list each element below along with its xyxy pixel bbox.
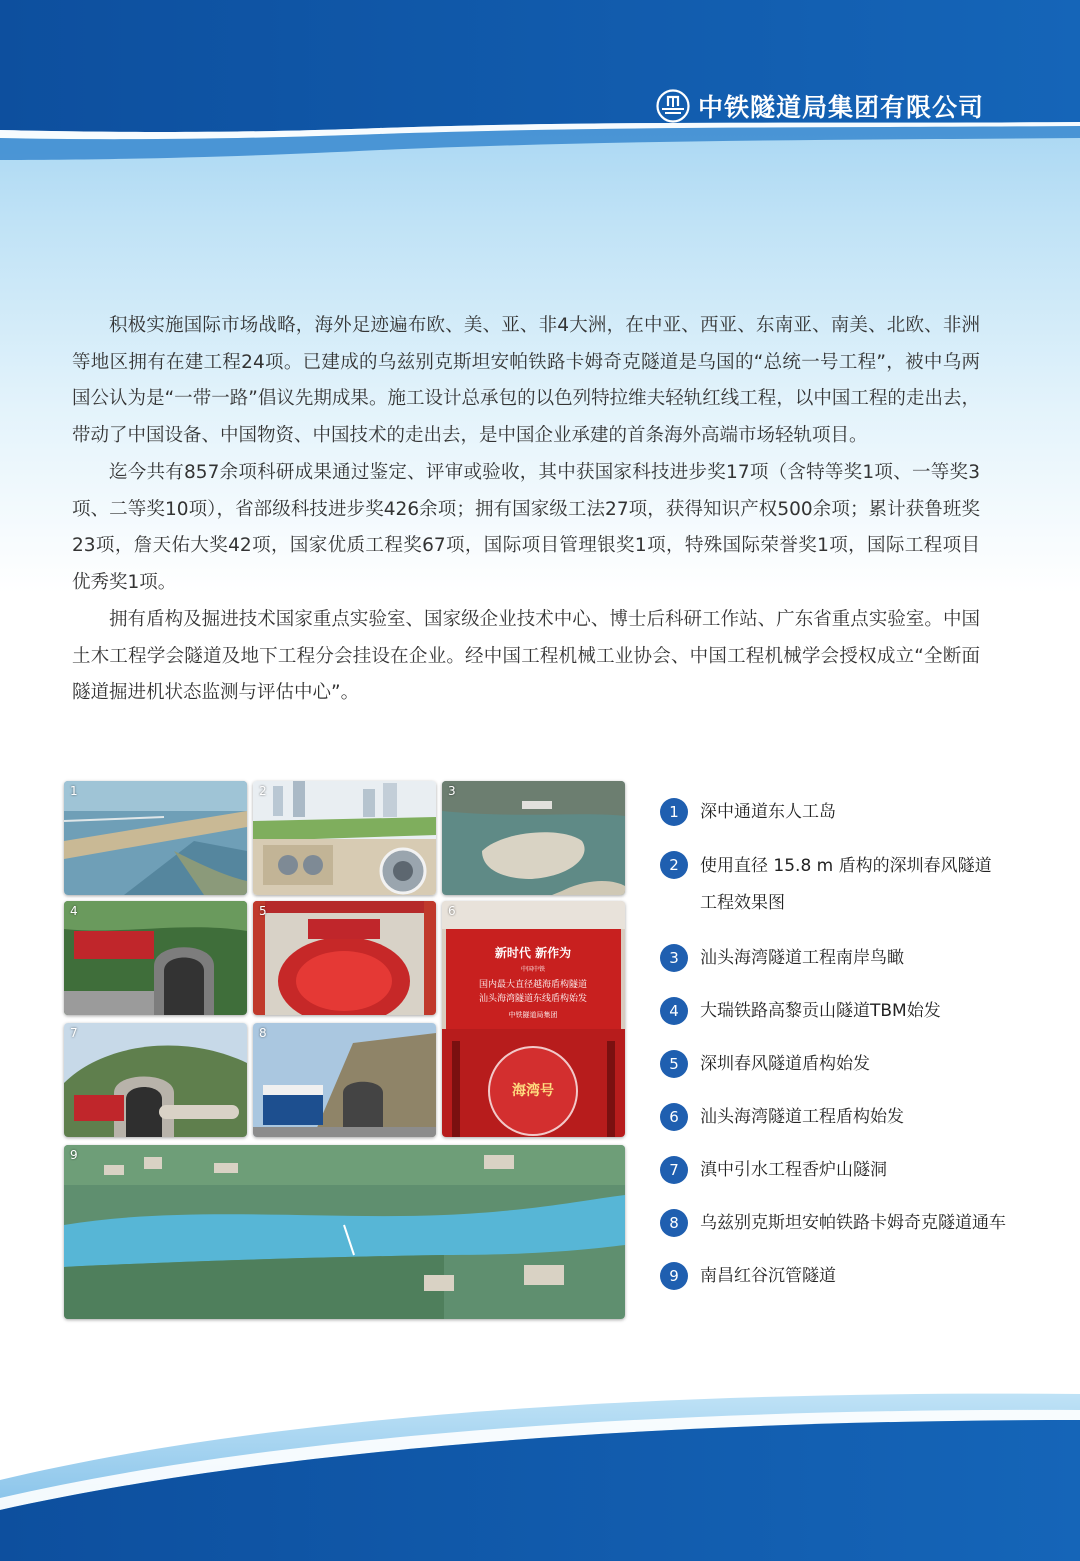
caption-number-badge: 7 [660, 1156, 688, 1184]
photo-3-bay-aerial [442, 781, 625, 895]
photo-1-artificial-island [64, 781, 247, 895]
banner-line-1: 国内最大直径越海盾构隧道 [478, 980, 588, 990]
photo-number: 3 [448, 784, 456, 798]
caption-number-badge: 6 [660, 1103, 688, 1131]
body-text [72, 308, 980, 713]
photo-9-river-map [64, 1145, 625, 1319]
caption-text: 使用直径 15.8 m 盾构的深圳春风隧道工程效果图 [700, 856, 992, 913]
company-header [656, 88, 984, 124]
footer-band [0, 1380, 1080, 1561]
caption-number-badge: 4 [660, 997, 688, 1025]
photo-number: 7 [70, 1026, 78, 1040]
photo-4-tbm-launch [64, 901, 247, 1015]
caption-number-badge: 3 [660, 944, 688, 972]
paragraph-awards: 迄今共有857余项科研成果通过鉴定、评审或验收，其中获国家科技进步奖17项（含特等奖1项、一等奖3项、二等奖10项），省部级科技进步奖426余项；拥有国家级工法27项，获得知识产权500余项；累计获鲁班奖23项，詹天佑大奖42项，国家优质工程奖67项，国际项目管理银奖1项，特殊国际荣誉奖1项，国际工程项目优秀奖1项。 [72, 462, 980, 593]
caption-number-badge: 5 [660, 1050, 688, 1078]
caption-number-badge: 1 [660, 798, 688, 826]
banner-slogan: 新时代 新作为 [494, 946, 572, 960]
paragraph-laboratories: 拥有盾构及掘进技术国家重点实验室、国家级企业技术中心、博士后科研工作站、广东省重点实验室。中国土木工程学会隧道及地下工程分会挂设在企业。经中国工程机械工业协会、中国工程机械学会授权成立“全断面隧道掘进机状态监测与评估中心”。 [72, 609, 980, 703]
caption-text: 汕头海湾隧道工程盾构始发 [700, 1107, 904, 1127]
photo-number: 2 [259, 784, 267, 798]
photo-number: 4 [70, 904, 78, 918]
caption-item [660, 1153, 1050, 1187]
banner-line-3: 中铁隧道局集团 [508, 1011, 558, 1019]
caption-item [660, 795, 1050, 829]
caption-item [660, 1047, 1050, 1081]
banner-org: 中国中铁 [520, 966, 546, 973]
caption-item [660, 941, 1050, 975]
caption-text: 汕头海湾隧道工程南岸鸟瞰 [700, 948, 904, 968]
photo-number: 1 [70, 784, 78, 798]
banner-line-2: 汕头海湾隧道东线盾构始发 [478, 994, 588, 1004]
photo-number: 5 [259, 904, 267, 918]
crtg-logo-icon [656, 89, 690, 123]
caption-item [660, 1206, 1050, 1240]
photo-number: 8 [259, 1026, 267, 1040]
caption-item [660, 994, 1050, 1028]
photo-number: 6 [448, 904, 456, 918]
caption-number-badge: 9 [660, 1262, 688, 1290]
photo-2-tunnel-rendering [253, 781, 436, 895]
photo-6-shield-launch-banner [442, 901, 625, 1137]
caption-item [660, 1259, 1050, 1293]
caption-text: 滇中引水工程香炉山隧洞 [700, 1160, 887, 1180]
paragraph-international: 积极实施国际市场战略，海外足迹遍布欧、美、亚、非4大洲，在中亚、西亚、东南亚、南美、北欧、非洲等地区拥有在建工程24项。已建成的乌兹别克斯坦安帕铁路卡姆奇克隧道是乌国的“总统一号工程”，被中乌两国公认为是“一带一路”倡议先期成果。施工设计总承包的以色列特拉维夫轻轨红线工程，以中国工程的走出去，带动了中国设备、中国物资、中国技术的走出去，是中国企业承建的首条海外高端市场轻轨项目。 [72, 315, 980, 446]
photo-8-train-tunnel [253, 1023, 436, 1137]
caption-item [660, 848, 1000, 922]
photo-gallery [62, 781, 626, 1321]
photo-number: 9 [70, 1148, 78, 1162]
shield-name: 海湾号 [512, 1083, 554, 1099]
caption-number-badge: 8 [660, 1209, 688, 1237]
caption-text: 大瑞铁路高黎贡山隧道TBM始发 [700, 1001, 941, 1021]
caption-list [660, 795, 1050, 1293]
photo-5-shield-launch [253, 901, 436, 1015]
caption-text: 深中通道东人工岛 [700, 802, 836, 822]
caption-number-badge: 2 [660, 851, 688, 879]
caption-text: 深圳春风隧道盾构始发 [700, 1054, 870, 1074]
caption-text: 南昌红谷沉管隧道 [700, 1266, 836, 1286]
caption-text: 乌兹别克斯坦安帕铁路卡姆奇克隧道通车 [700, 1213, 1006, 1233]
company-name: 中铁隧道局集团有限公司 [697, 93, 984, 122]
photo-7-water-tunnel [64, 1023, 247, 1137]
caption-item [660, 1100, 1050, 1134]
